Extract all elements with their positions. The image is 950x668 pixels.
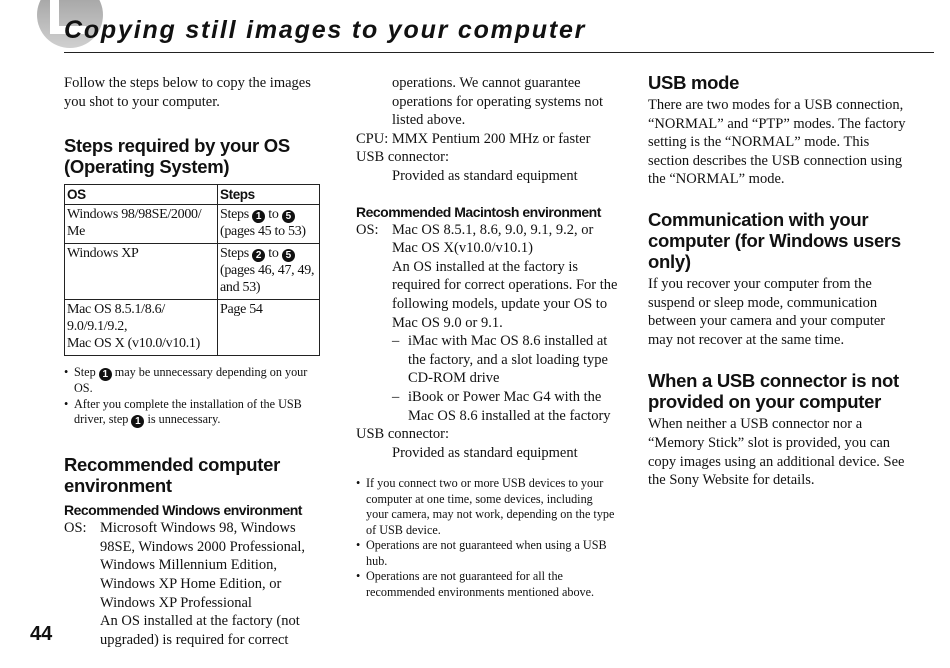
usb-value: Provided as standard equipment bbox=[392, 167, 578, 184]
table-row bbox=[65, 300, 320, 356]
os-label: OS: bbox=[356, 221, 379, 238]
table-cell-os: Windows 98/98SE/2000/ Me bbox=[65, 205, 218, 244]
table-cell-steps: Steps 2 to 5 (pages 46, 47, 49, and 53) bbox=[218, 244, 320, 300]
mac-env-heading: Recommended Macintosh environment bbox=[356, 203, 601, 220]
page-number: 44 bbox=[30, 623, 53, 645]
cpu-requirement: CPU: MMX Pentium 200 MHz or faster bbox=[356, 130, 591, 147]
table-row bbox=[65, 244, 320, 300]
step-number-icon: 5 bbox=[282, 210, 295, 223]
table-row bbox=[65, 205, 320, 244]
list-item: – iBook or Power Mac G4 with the Mac OS 8.6 installed at the factory bbox=[392, 388, 611, 424]
usb-notes bbox=[356, 476, 618, 600]
usb-mode-text: There are two modes for a USB connection, “NORMAL” and “PTP” modes. The factory setting is the “NORMAL” mode. This section describes the USB connection using the “NORMAL” mode. bbox=[648, 97, 906, 188]
usb-mode-heading: USB mode bbox=[648, 72, 740, 93]
list-item: • If you connect two or more USB devices to your computer at one time, some devices, including your camera, may not work, depending on the type of USB device. bbox=[356, 476, 615, 537]
step-number-icon: 1 bbox=[252, 210, 265, 223]
os-note: An OS installed at the factory (not upgraded) is required for correct bbox=[100, 613, 300, 648]
os-note: An OS installed at the factory is required for correct operations. For the following models, update your OS to Mac OS 9.0 or 9.1. bbox=[392, 258, 618, 331]
column-3 bbox=[648, 72, 910, 490]
list-item: • After you complete the installation of the USB driver, step 1 is unnecessary. bbox=[64, 396, 302, 428]
intro-text: Follow the steps below to copy the images you shot to your computer. bbox=[64, 75, 311, 110]
usb-label: USB connector: bbox=[356, 426, 450, 443]
list-item: • Operations are not guaranteed for all the recommended environments mentioned above. bbox=[356, 569, 595, 599]
column-2 bbox=[356, 74, 618, 600]
os-value: Microsoft Windows 98, Windows 98SE, Windows 2000 Professional, Windows Millennium Edition, Windows XP Home Edition, or Windows XP Professional bbox=[100, 520, 305, 611]
windows-os-entry bbox=[64, 519, 322, 649]
os-label: OS: bbox=[64, 520, 87, 537]
list-item: • Step 1 may be unnecessary depending on your OS. bbox=[64, 365, 308, 396]
page-title: Copying still images to your computer bbox=[64, 16, 587, 44]
table-cell-os: Mac OS 8.5.1/8.6/ 9.0/9.1/9.2, Mac OS X (v10.0/v10.1) bbox=[65, 300, 218, 356]
table-cell-steps: Steps 1 to 5 (pages 45 to 53) bbox=[218, 205, 320, 244]
os-notes bbox=[64, 365, 322, 428]
table-header-row bbox=[65, 185, 320, 205]
communication-text: If you recover your computer from the suspend or sleep mode, communication between your camera and your computer may not recover at the same time. bbox=[648, 275, 886, 348]
table-header-os: OS bbox=[65, 185, 218, 205]
env-heading: Recommended computer environment bbox=[64, 454, 281, 497]
title-rule bbox=[64, 52, 934, 53]
communication-heading: Communication with your computer (for Windows users only) bbox=[648, 208, 901, 272]
column-1 bbox=[64, 74, 322, 649]
windows-env-heading: Recommended Windows environment bbox=[64, 502, 302, 519]
list-item: – iMac with Mac OS 8.6 installed at the factory, and a slot loading type CD-ROM drive bbox=[392, 333, 608, 387]
os-note-continued: operations. We cannot guarantee operations for operating systems not listed above. bbox=[392, 75, 604, 129]
os-steps-table bbox=[64, 184, 320, 356]
mac-os-entry bbox=[356, 221, 618, 426]
table-cell-steps: Page 54 bbox=[218, 300, 320, 356]
usb-label: USB connector: bbox=[356, 149, 450, 166]
list-item: • Operations are not guaranteed when using a USB hub. bbox=[356, 538, 607, 568]
table-cell-os: Windows XP bbox=[65, 244, 218, 300]
no-usb-connector-text: When neither a USB connector nor a “Memory Stick” slot is provided, you can copy images using an additional device. See the Sony Website for details. bbox=[648, 416, 905, 489]
os-value: Mac OS 8.5.1, 8.6, 9.0, 9.1, 9.2, or Mac OS X(v10.0/v10.1) bbox=[392, 221, 594, 257]
step-number-icon: 1 bbox=[99, 368, 112, 381]
step-number-icon: 2 bbox=[252, 249, 265, 262]
steps-heading: Steps required by your OS (Operating System) bbox=[64, 135, 290, 178]
no-usb-connector-heading: When a USB connector is not provided on your computer bbox=[648, 370, 899, 413]
step-number-icon: 5 bbox=[282, 249, 295, 262]
usb-value: Provided as standard equipment bbox=[392, 444, 578, 461]
table-header-steps: Steps bbox=[218, 185, 320, 205]
step-number-icon: 1 bbox=[131, 415, 144, 428]
